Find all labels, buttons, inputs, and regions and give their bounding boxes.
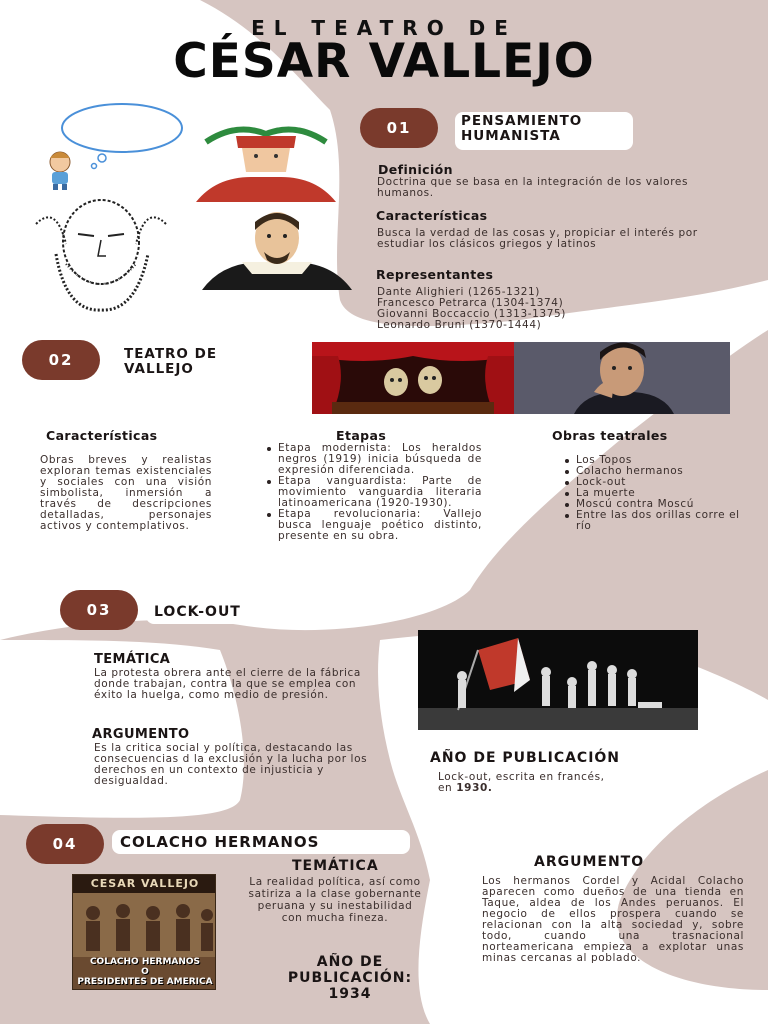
obra-item: La muerte — [562, 488, 752, 499]
section-title-lockout: LOCK-OUT — [146, 600, 288, 624]
etapa-item: Etapa vanguardista: Parte de movimiento vanguardia literaria latinoamericana (1920-1930). — [264, 476, 482, 509]
colacho-tematica-text: La realidad política, así como satiriza a la clase gobernante peruana y su inestabilidad con mucha fineza. — [248, 876, 422, 924]
book-cover-line3: PRESIDENTES DE AMERICA — [77, 977, 213, 987]
caracteristicas-text: Busca la verdad de las cosas y, propiciar el interés por estudiar los clásicos griegos y latinos — [377, 227, 698, 250]
representante-item: Francesco Petrarca (1304-1374) — [377, 297, 564, 309]
representante-item: Dante Alighieri (1265-1321) — [377, 286, 540, 298]
lockout-anio-desc: Lock-out, escrita en francés, en — [438, 771, 605, 794]
book-cover-line1: COLACHO HERMANOS — [89, 957, 201, 967]
obra-item: Moscú contra Moscú — [562, 499, 752, 510]
page-title: CÉSAR VALLEJO — [173, 34, 595, 89]
obra-item: Entre las dos orillas corre el río — [562, 510, 752, 532]
etapa-item: Etapa revolucionaria: Vallejo busca lenguaje poético distinto, presente en su obra. — [264, 509, 482, 542]
obra-item: Colacho hermanos — [562, 466, 752, 477]
dante-portrait — [196, 122, 336, 202]
lockout-argumento-text: Es la critica social y política, destacando las consecuencias d la exclusión y la lucha por los derechos en un contexto de injusticia y desigualdad. — [94, 742, 368, 787]
vallejo-portrait — [514, 342, 730, 414]
section-title-pensamiento — [455, 112, 633, 150]
theatre-stage-image — [312, 342, 514, 414]
thought-bubble-icon — [38, 100, 188, 190]
etapa-item: Etapa modernista: Los heraldos negros (1919) inicia búsqueda de expresión diferenciada. — [264, 443, 482, 476]
colacho-anio-year: 1934 — [328, 986, 372, 1002]
etapas-list — [264, 443, 482, 542]
section-title-line1: TEATRO DE — [124, 346, 218, 362]
section-number-04: 04 — [26, 824, 104, 864]
section-number-03: 03 — [60, 590, 138, 630]
section-number-01: 01 — [360, 108, 438, 148]
colacho-argumento-heading: ARGUMENTO — [534, 854, 645, 870]
caracteristicas-heading: Características — [376, 208, 488, 223]
section-number-02: 02 — [22, 340, 100, 380]
definicion-text: Doctrina que se basa en la integración de los valores humanos. — [377, 176, 689, 199]
section-title-line2: VALLEJO — [124, 361, 194, 377]
representantes-heading: Representantes — [376, 267, 494, 282]
lockout-argumento-heading: ARGUMENTO — [92, 727, 190, 742]
col-etapas-heading: Etapas — [336, 428, 387, 443]
representante-item: Giovanni Boccaccio (1313-1375) — [377, 308, 566, 320]
colacho-anio-label2: PUBLICACIÓN: — [287, 970, 413, 986]
col-caracteristicas-text: Obras breves y realistas exploran temas existenciales y sociales con una visión simbolista, inmersión a través de descripciones detalladas, personajes activos y contemplativos. — [40, 454, 212, 532]
book-cover-image — [72, 874, 216, 990]
shakespeare-portrait — [202, 212, 352, 290]
leonardo-sketch — [26, 194, 176, 312]
representantes-list — [377, 287, 637, 331]
colacho-anio — [250, 954, 450, 1002]
section-title-line1: PENSAMIENTO — [461, 113, 583, 129]
section-title-teatro — [116, 345, 274, 381]
header-supertitle: EL TEATRO DE — [251, 16, 517, 40]
section-title-colacho: COLACHO HERMANOS — [112, 830, 410, 854]
col-caracteristicas-heading: Características — [46, 428, 158, 443]
book-cover-illustration — [73, 893, 216, 957]
colacho-anio-label1: AÑO DE — [316, 954, 384, 970]
obras-list — [562, 455, 752, 532]
book-cover-subtitle — [73, 957, 216, 987]
col-obras-heading: Obras teatrales — [552, 428, 668, 443]
lockout-anio-year: 1930. — [456, 782, 493, 794]
lockout-anio-heading: AÑO DE PUBLICACIÓN — [430, 750, 621, 766]
lockout-stage-photo — [418, 630, 698, 730]
lockout-tematica-heading: TEMÁTICA — [94, 652, 171, 667]
colacho-tematica-heading: TEMÁTICA — [292, 858, 379, 874]
book-cover-line2: O — [141, 967, 149, 977]
representante-item: Leonardo Bruni (1370-1444) — [377, 319, 542, 331]
lockout-tematica-text: La protesta obrera ante el cierre de la fábrica donde trabajan, contra la que se emplea con éxito la huelga, como medio de presión. — [94, 667, 361, 701]
obra-item: Lock-out — [562, 477, 752, 488]
definicion-heading: Definición — [378, 162, 453, 177]
book-cover-author: CESAR VALLEJO — [73, 875, 216, 893]
lockout-anio-text — [438, 772, 618, 794]
colacho-argumento-text: Los hermanos Cordel y Acidal Colacho aparecen como dueños de una tienda en Taque, aldea de los Andes peruanos. El negocio de ellos prospera cuando se relacionan con la alta sociedad y, sobre todo, cuando una trasnacional norteamericana empieza a explotar unas minas cercanas al poblado. — [482, 875, 744, 964]
section-title-line2: HUMANISTA — [461, 128, 561, 144]
obra-item: Los Topos — [562, 455, 752, 466]
